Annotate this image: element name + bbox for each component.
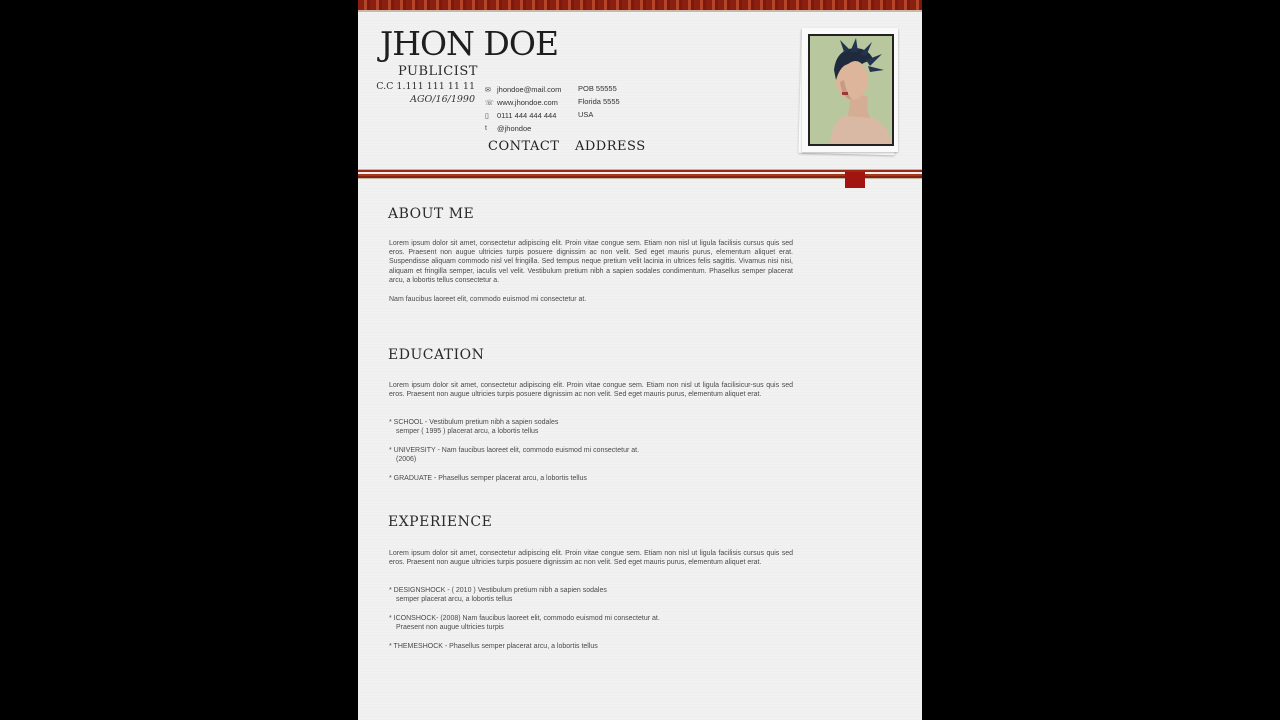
experience-item	[389, 614, 793, 632]
experience-item-line2: Praesent non augue ultricies turpis	[396, 624, 504, 632]
experience-item-line2: semper placerat arcu, a lobortis tellus	[396, 596, 513, 604]
address-list	[578, 84, 620, 123]
twitter-icon: t	[485, 125, 487, 132]
education-item	[389, 474, 793, 483]
birth-date: AGO/16/1990	[410, 94, 475, 105]
resume-page	[358, 0, 922, 720]
contact-email[interactable]: jhondoe@mail.com	[497, 85, 562, 94]
header-divider	[358, 169, 922, 179]
contact-heading: CONTACT	[488, 139, 560, 154]
profile-photo-stack	[802, 28, 898, 156]
top-decorative-border	[358, 0, 922, 12]
contact-phone: 0111 444 444 444	[497, 111, 557, 120]
address-line-1: POB 55555	[578, 84, 617, 93]
experience-title: EXPERIENCE	[388, 514, 493, 530]
address-heading: ADDRESS	[575, 139, 646, 154]
address-line-2: Florida 5555	[578, 97, 620, 106]
contact-website[interactable]: www.jhondoe.com	[497, 98, 558, 107]
address-line-3: USA	[578, 110, 594, 119]
experience-item-line1: * ICONSHOCK- (2008) Nam faucibus laoreet elit, commodo euismod mi consectetur at.	[389, 615, 660, 622]
contact-item-phone	[485, 109, 561, 122]
divider-accent-tab	[845, 172, 865, 188]
experience-paragraph: Lorem ipsum dolor sit amet, consectetur adipiscing elit. Proin vitae congue sem. Etiam non nisl ut ligula facilisis cursus quis sed eros. Praesent non augue ultricies turpis posuere dignissim ac non velit. Sed eget mauris purus, elementum aliquet erat.	[389, 550, 793, 567]
experience-item	[389, 586, 793, 604]
education-title: EDUCATION	[388, 347, 485, 363]
experience-item	[389, 642, 793, 651]
contact-item-email	[485, 83, 561, 96]
experience-item-line1: * THEMESHOCK - Phasellus semper placerat arcu, a lobortis tellus	[389, 643, 598, 650]
job-title: PUBLICIST	[398, 64, 478, 79]
education-item	[389, 446, 793, 464]
education-item-line2: (2006)	[396, 456, 417, 464]
education-item-line1: * GRADUATE - Phasellus semper placerat arcu, a lobortis tellus	[389, 475, 587, 482]
education-item-line1: * SCHOOL - Vestibulum pretium nibh a sapien sodales	[389, 419, 559, 426]
contact-item-twitter	[485, 122, 561, 135]
photo-paper-front	[802, 28, 898, 152]
profile-photo	[808, 34, 894, 146]
id-number: C.C 1.111 111 11 11	[376, 81, 475, 92]
contact-twitter[interactable]: @jhondoe	[497, 124, 532, 133]
contact-item-web	[485, 96, 561, 109]
about-me-paragraph: Lorem ipsum dolor sit amet, consectetur adipiscing elit. Proin vitae congue sem. Etiam non nisl ut ligula facilisis cursus quis sed eros. Praesent non augue ultricies turpis posuere dignissim ac non velit. Sed eget mauris purus, elementum aliquet erat. Suspendisse aliquam commodo nisl vel fringilla. Sed tempus neque pretium velit lacinia in ultrices felis sagittis. Vivamus nisi nisi, aliquam et fringilla semper, iaculis vel velit. Vestibulum pretium nibh a sapien sodales condimentum. Phasellus semper placerat arcu, a lobortis tellus consectetur a.	[389, 240, 793, 284]
web-icon: ☏	[485, 99, 494, 107]
education-item	[389, 418, 793, 436]
email-icon: ✉	[485, 86, 491, 94]
contact-list	[485, 83, 561, 135]
education-paragraph: Lorem ipsum dolor sit amet, consectetur adipiscing elit. Proin vitae congue sem. Etiam non nisl ut ligula facilisicur-sus quis sed eros. Praesent non augue ultricies turpis posuere dignissim ac non velit. Sed eget mauris purus, elementum aliquet erat.	[389, 382, 793, 399]
about-me-paragraph-2: Nam faucibus laoreet elit, commodo euismod mi consectetur at.	[389, 296, 587, 303]
education-item-line1: * UNIVERSITY - Nam faucibus laoreet elit, commodo euismod mi consectetur at.	[389, 447, 640, 454]
about-me-title: ABOUT ME	[388, 206, 475, 222]
education-item-line2: semper ( 1995 ) placerat arcu, a lobortis tellus	[396, 428, 539, 436]
phone-icon: ▯	[485, 112, 489, 120]
experience-item-line1: * DESIGNSHOCK - ( 2010 ) Vestibulum pretium nibh a sapien sodales	[389, 587, 607, 594]
portrait-illustration	[810, 36, 892, 144]
candidate-name: JHON DOE	[380, 24, 559, 63]
